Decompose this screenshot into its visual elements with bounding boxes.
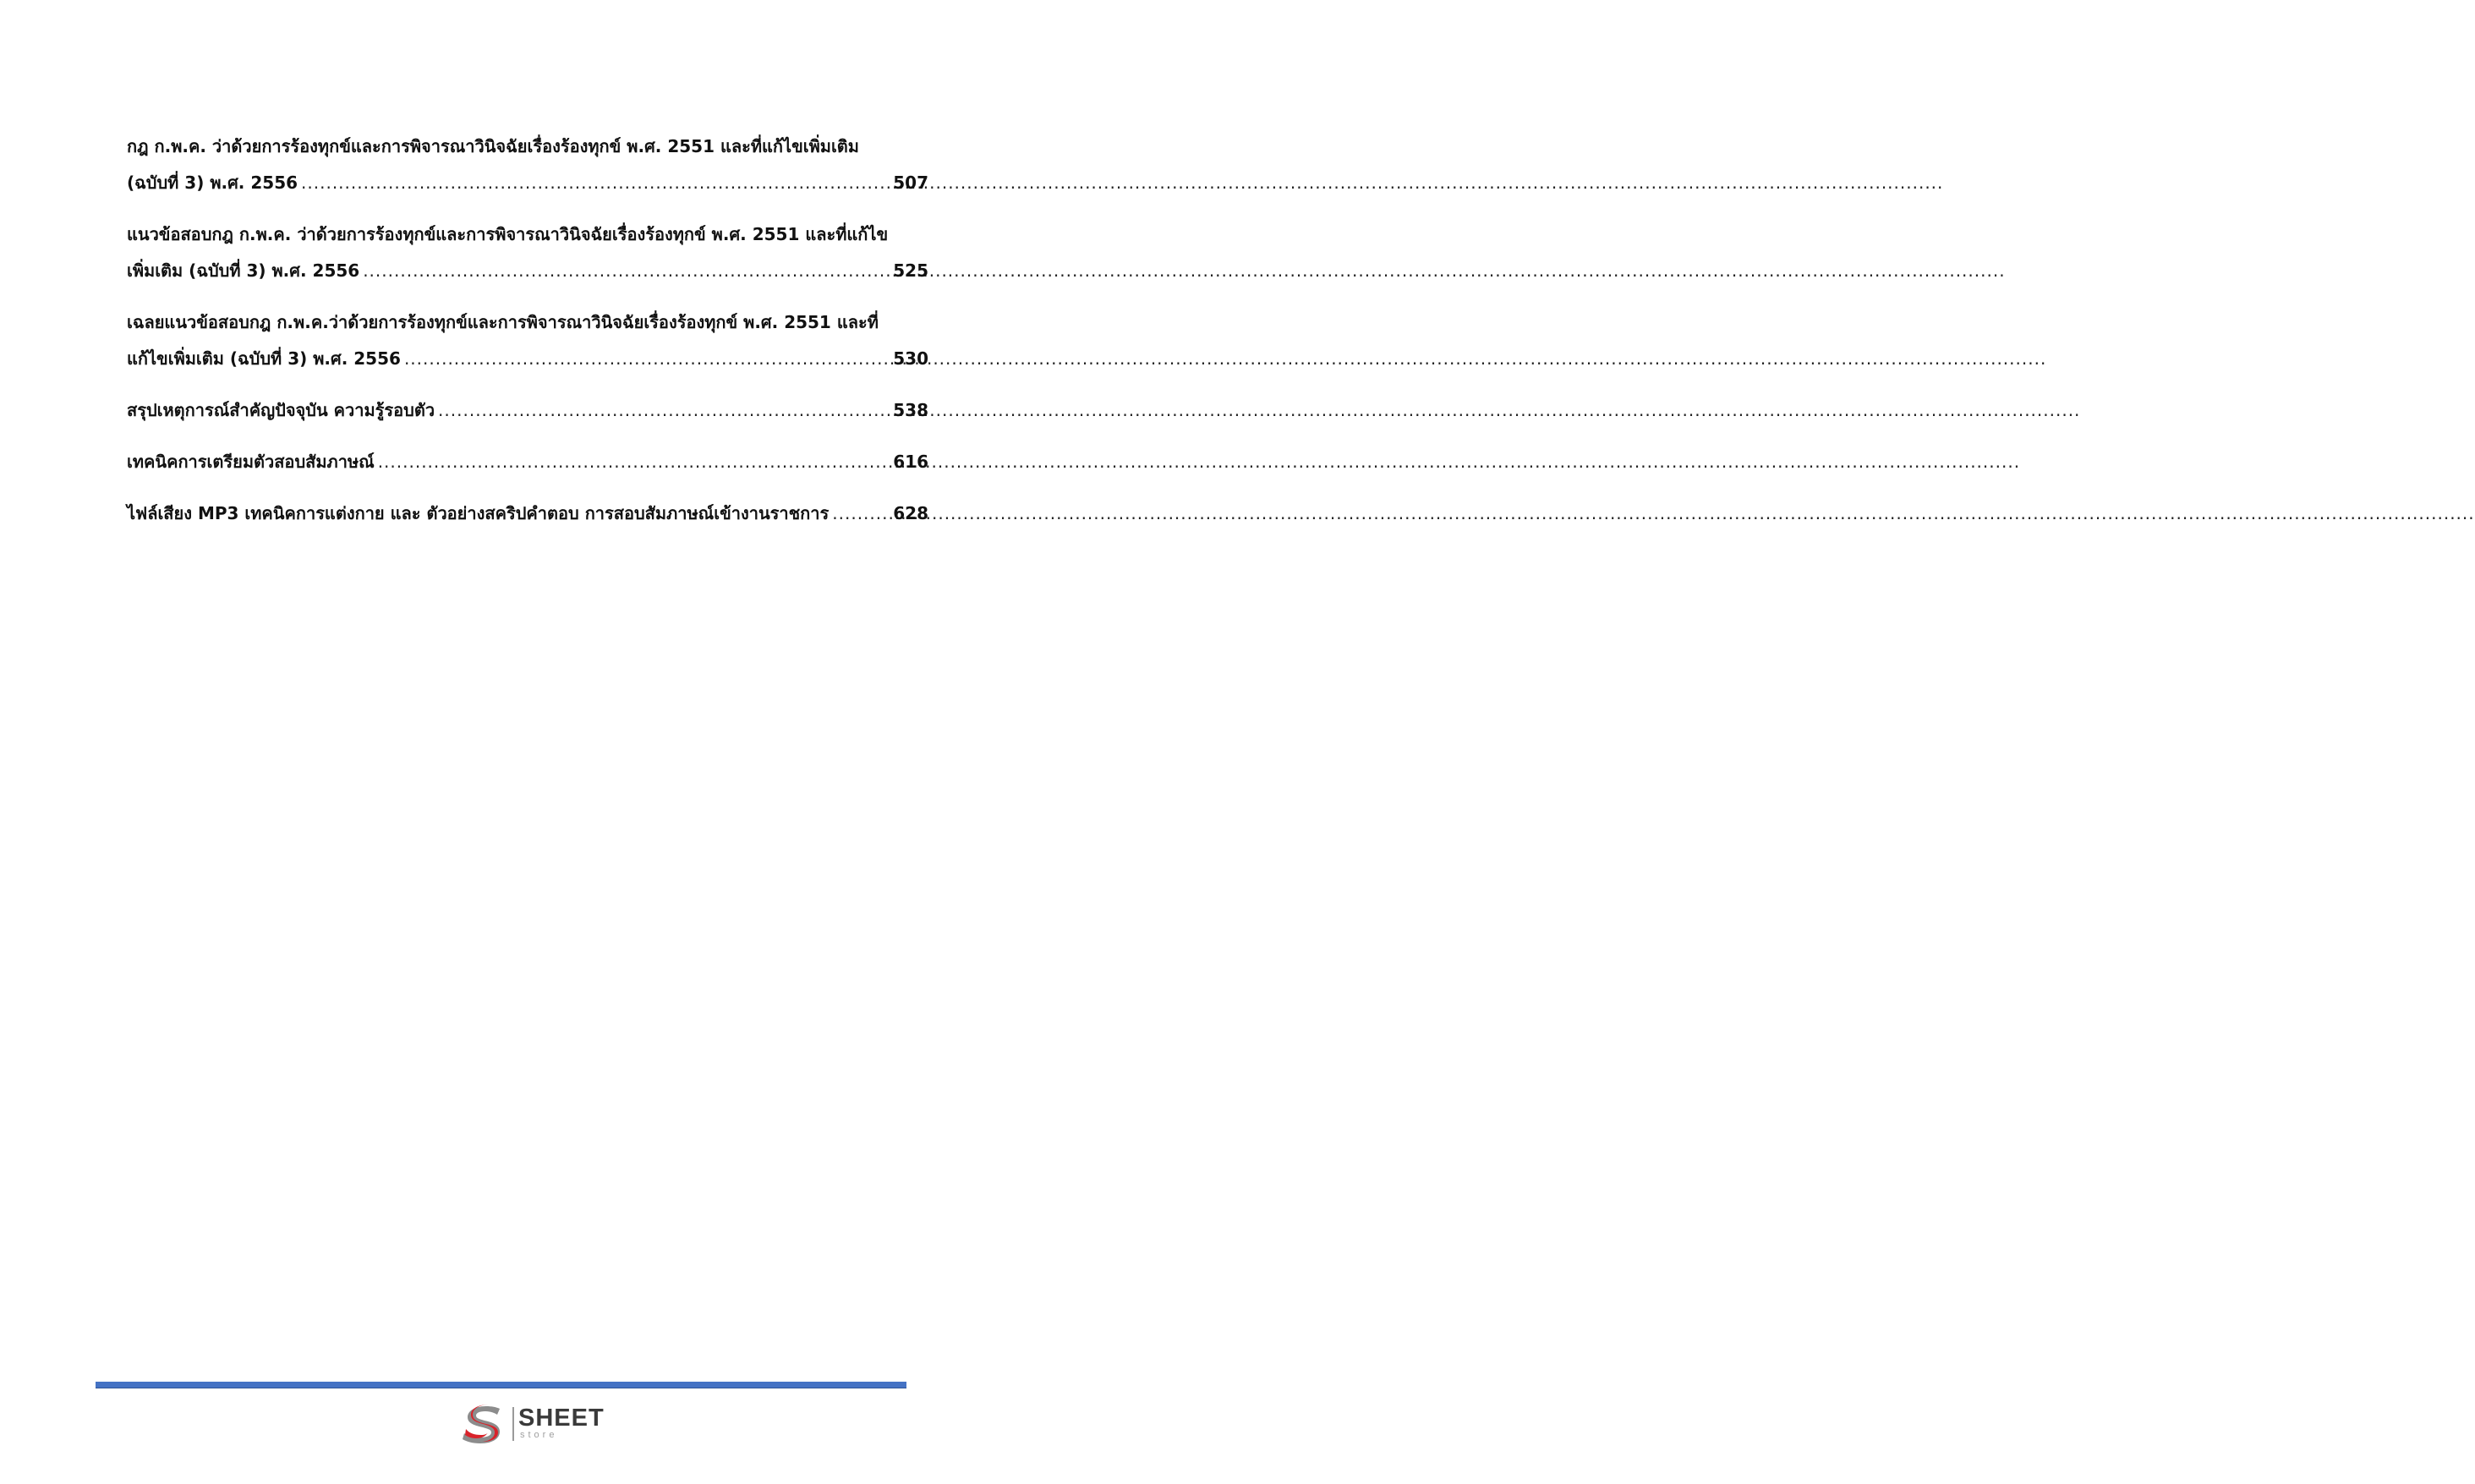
toc-entry[interactable] [127,443,928,479]
toc-line [127,252,928,288]
dot-leader [832,503,890,523]
toc-entry-title: เพิ่มเติม (ฉบับที่ 3) พ.ศ. 2556 [127,260,360,281]
toc-entry-title: สรุปเหตุการณ์สำคัญปัจจุบัน ความรู้รอบตัว [127,399,435,420]
dot-leader [378,452,890,472]
toc-page-number: 530 [893,348,928,369]
toc-entry-title: (ฉบับที่ 3) พ.ศ. 2556 [127,172,298,193]
toc-line [127,164,928,200]
toc-entry-title: เฉลยแนวข้อสอบกฎ ก.พ.ค.ว่าด้วยการร้องทุกข์และการพิจารณาวินิจฉัยเรื่องร้องทุกข์ พ.ศ. 2551 และที่ [127,311,879,332]
toc-entry[interactable] [127,495,928,531]
toc-entry-title: แก้ไขเพิ่มเติม (ฉบับที่ 3) พ.ศ. 2556 [127,348,401,369]
toc-page-number: 628 [893,502,928,523]
logo-sub-text: store [520,1430,558,1440]
toc-entry-title: ไฟล์เสียง MP3 เทคนิคการแต่งกาย และ ตัวอย่างสคริปคำตอบ การสอบสัมภาษณ์เข้างานราชการ [127,502,830,523]
toc-entry-title: แนวข้อสอบกฎ ก.พ.ค. ว่าด้วยการร้องทุกข์และการพิจารณาวินิจฉัยเรื่องร้องทุกข์ พ.ศ. 2551 และที่แก้ไข [127,223,889,244]
toc-line [127,128,928,164]
toc-entry[interactable] [127,216,928,288]
toc-line [127,443,928,479]
toc-entry-title: กฎ ก.พ.ค. ว่าด้วยการร้องทุกข์และการพิจารณาวินิจฉัยเรื่องร้องทุกข์ พ.ศ. 2551 และที่แก้ไขเพิ่มเติม [127,135,859,156]
table-of-contents [127,128,928,546]
toc-entry[interactable] [127,392,928,428]
dot-leader [301,172,890,193]
toc-line [127,495,928,531]
sheet-store-s-logo-icon [461,1404,506,1444]
dot-leader [404,348,890,369]
toc-entry[interactable] [127,304,928,376]
toc-page-number: 507 [893,172,928,193]
toc-line [127,304,928,340]
toc-line [127,392,928,428]
sheet-store-logo [461,1404,605,1444]
toc-page-number: 525 [893,260,928,281]
toc-entry[interactable] [127,128,928,200]
toc-entry-title: เทคนิคการเตรียมตัวสอบสัมภาษณ์ [127,451,375,472]
logo-divider [512,1407,514,1441]
toc-page-number: 616 [893,451,928,472]
dot-leader [363,260,890,281]
logo-brand-text: SHEET [518,1405,605,1432]
toc-line [127,216,928,252]
dot-leader [438,400,890,420]
toc-page-number: 538 [893,399,928,420]
toc-line [127,340,928,376]
footer-rule [96,1382,906,1388]
